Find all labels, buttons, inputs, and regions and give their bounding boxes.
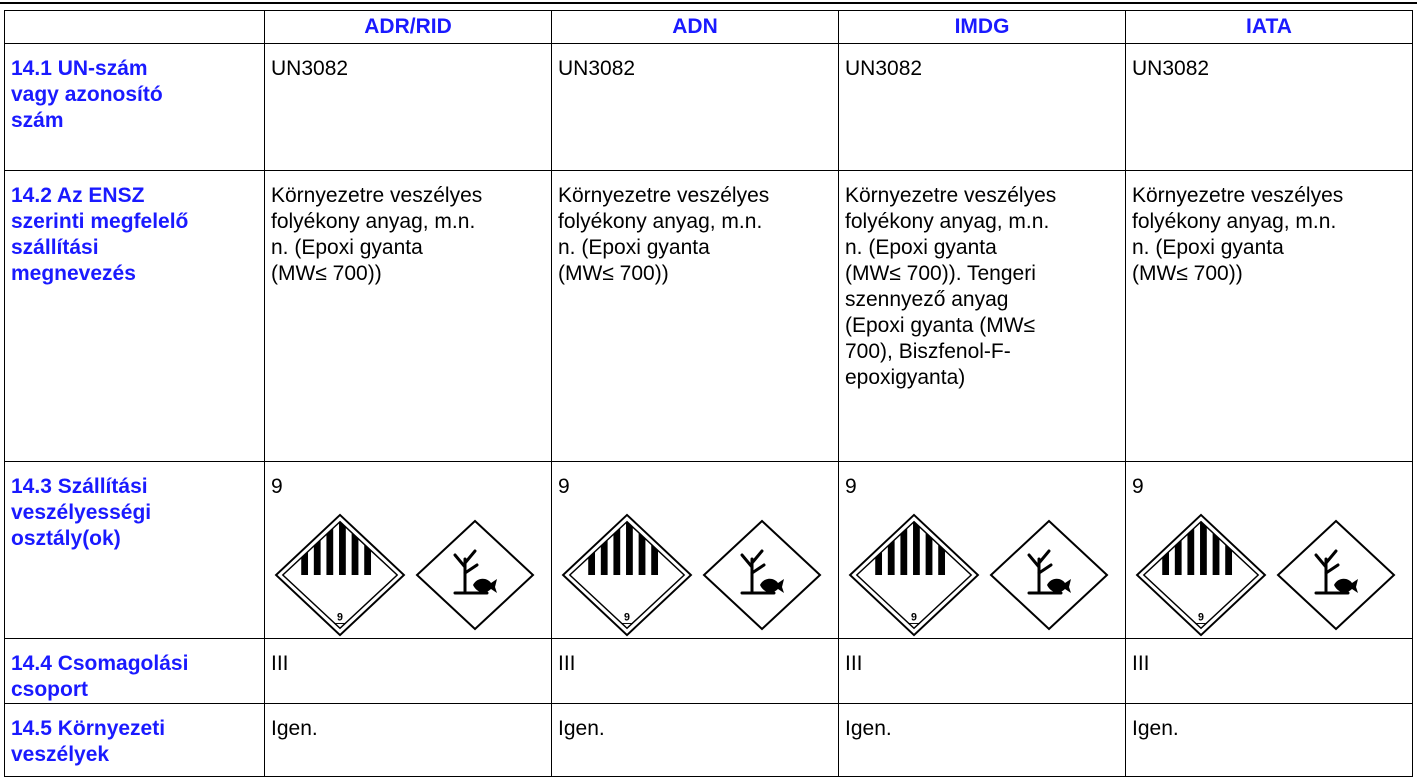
row-shipping-name [5,171,1413,462]
top-rule [0,2,1417,4]
header-adr-rid: ADR/RID [265,11,552,44]
placards [845,512,1125,638]
cell-adr-rid: III [265,639,552,704]
svg-text:9: 9 [911,611,917,624]
cell-adn: Igen. [552,704,839,777]
cell-iata: Környezetre veszélyes folyékony anyag, m.n. n. (Epoxi gyanta (MW≤ 700)) [1126,171,1413,462]
environmental-hazard-icon [989,519,1109,631]
cell-adn: 9 9 [552,462,839,639]
cell-adr-rid: 9 9 [265,462,552,639]
svg-text:9: 9 [337,611,343,624]
svg-text:9: 9 [1198,611,1204,624]
cell-adn: III [552,639,839,704]
cell-imdg: 9 9 [839,462,1126,639]
header-row [5,11,1413,44]
cell-imdg: III [839,639,1126,704]
row-label: 14.5 Környezeti veszélyek [5,704,265,777]
row-label: 14.2 Az ENSZ szerinti megfelelő szállítási megnevezés [5,171,265,462]
class-9-hazard-placard-icon [1132,512,1270,638]
cell-adr-rid: UN3082 [265,44,552,171]
transport-info-table [4,10,1413,777]
cell-imdg: Környezetre veszélyes folyékony anyag, m.n. n. (Epoxi gyanta (MW≤ 700)). Tengeri szennyező anyag (Epoxi gyanta (MW≤ 700), Biszfenol-F- epoxigyanta) [839,171,1126,462]
cell-adr-rid: Környezetre veszélyes folyékony anyag, m.n. n. (Epoxi gyanta (MW≤ 700)) [265,171,552,462]
cell-adr-rid: Igen. [265,704,552,777]
cell-adn: UN3082 [552,44,839,171]
class-9-hazard-placard-icon [558,512,696,638]
cell-iata: III [1126,639,1413,704]
row-label: 14.4 Csomagolási csoport [5,639,265,704]
environmental-hazard-icon [1276,519,1396,631]
cell-imdg: UN3082 [839,44,1126,171]
header-adn: ADN [552,11,839,44]
row-label: 14.3 Szállítási veszélyességi osztály(ok) [5,462,265,639]
svg-text:9: 9 [624,611,630,624]
row-label: 14.1 UN-szám vagy azonosító szám [5,44,265,171]
placards [271,512,551,638]
cell-iata: 9 9 [1126,462,1413,639]
environmental-hazard-icon [702,519,822,631]
row-environmental-hazards [5,704,1413,777]
placards [558,512,838,638]
cell-iata: Igen. [1126,704,1413,777]
cell-imdg: Igen. [839,704,1126,777]
row-packing-group [5,639,1413,704]
header-empty [5,11,265,44]
environmental-hazard-icon [415,519,535,631]
row-un-number [5,44,1413,171]
class-9-hazard-placard-icon [271,512,409,638]
header-iata: IATA [1126,11,1413,44]
placards [1132,512,1412,638]
cell-iata: UN3082 [1126,44,1413,171]
header-imdg: IMDG [839,11,1126,44]
cell-adn: Környezetre veszélyes folyékony anyag, m.n. n. (Epoxi gyanta (MW≤ 700)) [552,171,839,462]
class-9-hazard-placard-icon [845,512,983,638]
row-hazard-class [5,462,1413,639]
